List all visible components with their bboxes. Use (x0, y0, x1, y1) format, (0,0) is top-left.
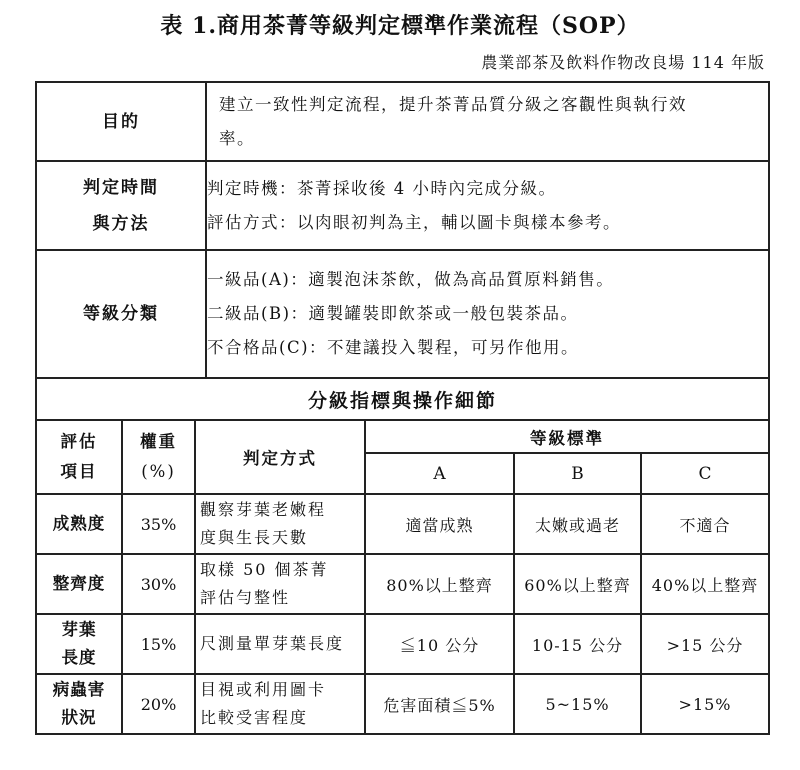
row-grade-b: 5~15% (514, 674, 641, 734)
row-grade-a: 80%以上整齊 (365, 554, 514, 614)
row-item-name (36, 674, 122, 734)
row-grade-a: 適當成熟 (365, 494, 514, 554)
row-item-name-line: 成熟度 (52, 514, 106, 533)
row-item-name-line: 整齊度 (52, 574, 106, 593)
purpose-text-line: 率。 (219, 128, 256, 148)
row-grade-c: >15 公分 (641, 614, 769, 674)
row-item-name (36, 554, 122, 614)
header-grade-c: C (641, 453, 769, 494)
grade-class-b-line: 二級品(B)：適製罐裝即飲茶或一般包裝茶品。 (207, 304, 579, 323)
row-weight: 15% (122, 614, 195, 674)
header-grade-standard: 等級標準 (365, 420, 769, 453)
header-item-line: 評估 (60, 432, 98, 451)
row-item-name (36, 494, 122, 554)
table-row (36, 494, 769, 554)
grade-class-a-line: 一級品(A)：適製泡沫茶飲，做為高品質原料銷售。 (207, 270, 615, 289)
timing-method-label-line: 判定時間 (83, 177, 159, 198)
row-item-name-line: 病蟲害 (52, 680, 106, 699)
row-item-name-line: 長度 (61, 648, 97, 667)
row-method-line: 度與生長天數 (200, 528, 309, 547)
row-grade-a: ≦10 公分 (365, 614, 514, 674)
timing-text-line: 判定時機：茶菁採收後 4 小時內完成分級。 (207, 178, 557, 198)
row-method-line: 比較受害程度 (200, 708, 309, 727)
purpose-content-cell (206, 82, 769, 161)
row-method-line: 觀察芽葉老嫩程 (200, 500, 327, 519)
table-row (36, 614, 769, 674)
header-grade-a: A (365, 453, 514, 494)
document-subtitle: 農業部茶及飲料作物改良場 114 年版 (481, 53, 765, 72)
header-item (36, 420, 122, 494)
header-method: 判定方式 (195, 420, 365, 494)
row-method-line: 尺測量單芽葉長度 (200, 634, 345, 653)
row-grade-b: 60%以上整齊 (514, 554, 641, 614)
purpose-label-cell (36, 82, 206, 161)
grade-classes-content-cell (206, 250, 769, 378)
row-method (195, 674, 365, 734)
purpose-row (36, 82, 769, 161)
grade-classes-row (36, 250, 769, 378)
grade-classes-label-cell (36, 250, 206, 378)
header-grade-b: B (514, 453, 641, 494)
timing-method-content-cell (206, 161, 769, 250)
document-title: 表 1.商用茶菁等級判定標準作業流程（SOP） (160, 13, 640, 39)
row-method-line: 目視或利用圖卡 (200, 680, 327, 699)
grade-classes-label: 等級分類 (83, 304, 159, 324)
row-method (195, 614, 365, 674)
row-item-name (36, 614, 122, 674)
row-weight: 35% (122, 494, 195, 554)
details-section-title: 分級指標與操作細節 (36, 378, 769, 420)
row-method-line: 取樣 50 個茶菁 (200, 560, 329, 579)
purpose-text-line: 建立一致性判定流程，提升茶菁品質分級之客觀性與執行效 (219, 94, 688, 114)
row-grade-a: 危害面積≦5% (365, 674, 514, 734)
purpose-label: 目的 (102, 111, 140, 132)
sop-table (35, 81, 770, 735)
row-grade-c: 40%以上整齊 (641, 554, 769, 614)
grade-class-c-line: 不合格品(C)：不建議投入製程，可另作他用。 (207, 338, 580, 357)
row-item-name-line: 芽葉 (61, 620, 97, 639)
header-item-line: 項目 (60, 462, 98, 481)
table-row (36, 554, 769, 614)
header-weight-line: (%) (141, 462, 176, 481)
method-text-line: 評估方式：以肉眼初判為主，輔以圖卡與樣本參考。 (207, 212, 622, 232)
timing-method-label-cell (36, 161, 206, 250)
row-weight: 30% (122, 554, 195, 614)
details-header-row-1 (36, 420, 769, 453)
row-grade-c: 不適合 (641, 494, 769, 554)
details-section-header-row (36, 378, 769, 420)
timing-method-label-line: 與方法 (92, 213, 150, 234)
row-method (195, 554, 365, 614)
row-grade-c: >15% (641, 674, 769, 734)
timing-method-row (36, 161, 769, 250)
row-method-line: 評估勻整性 (200, 588, 291, 607)
header-weight (122, 420, 195, 494)
row-method (195, 494, 365, 554)
row-weight: 20% (122, 674, 195, 734)
row-grade-b: 太嫩或過老 (514, 494, 641, 554)
header-weight-line: 權重 (140, 432, 177, 451)
table-row (36, 674, 769, 734)
row-item-name-line: 狀況 (61, 708, 97, 727)
row-grade-b: 10-15 公分 (514, 614, 641, 674)
